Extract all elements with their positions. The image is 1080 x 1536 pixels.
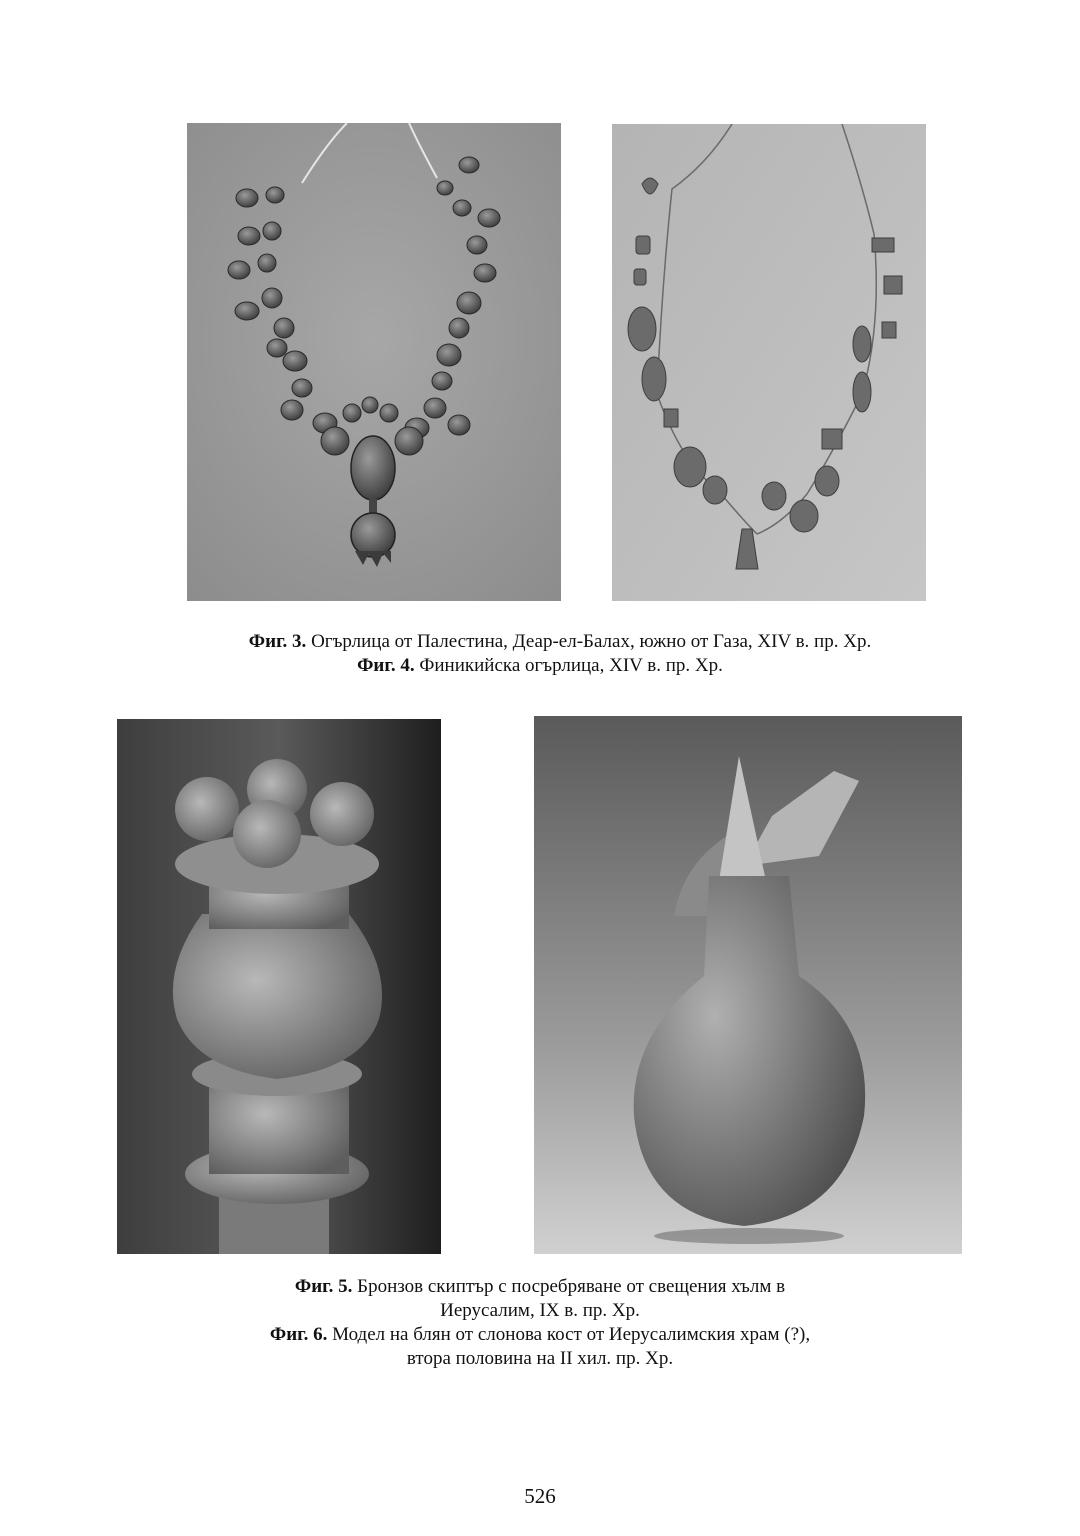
caption-figures-5-6 [0, 1275, 1080, 1371]
caption-fig6: Фиг. 6. Модел на блян от слонова кост от Иерусалимския храм (?), [269, 1324, 811, 1345]
page-number: 526 [524, 1484, 556, 1508]
caption-figures-3-4 [0, 630, 1080, 678]
figure-4-photo [612, 124, 926, 601]
caption-fig5-line2: Иерусалим, IX в. пр. Хр. [440, 1300, 640, 1321]
caption-fig4: Фиг. 4. Финикийска огърлица, XIV в. пр. Хр. [357, 655, 723, 676]
figure-6-photo [534, 716, 962, 1254]
figure-5-photo [117, 719, 441, 1254]
caption-fig6-line2: втора половина на II хил. пр. Хр. [406, 1348, 674, 1369]
figure-3-photo [187, 123, 561, 601]
caption-fig3: Фиг. 3. Огърлица от Палестина, Деар-ел-Балах, южно от Газа, XIV в. пр. Хр. [248, 631, 872, 652]
caption-fig5: Фиг. 5. Бронзов скиптър с посребряване от свещения хълм в [294, 1276, 786, 1297]
